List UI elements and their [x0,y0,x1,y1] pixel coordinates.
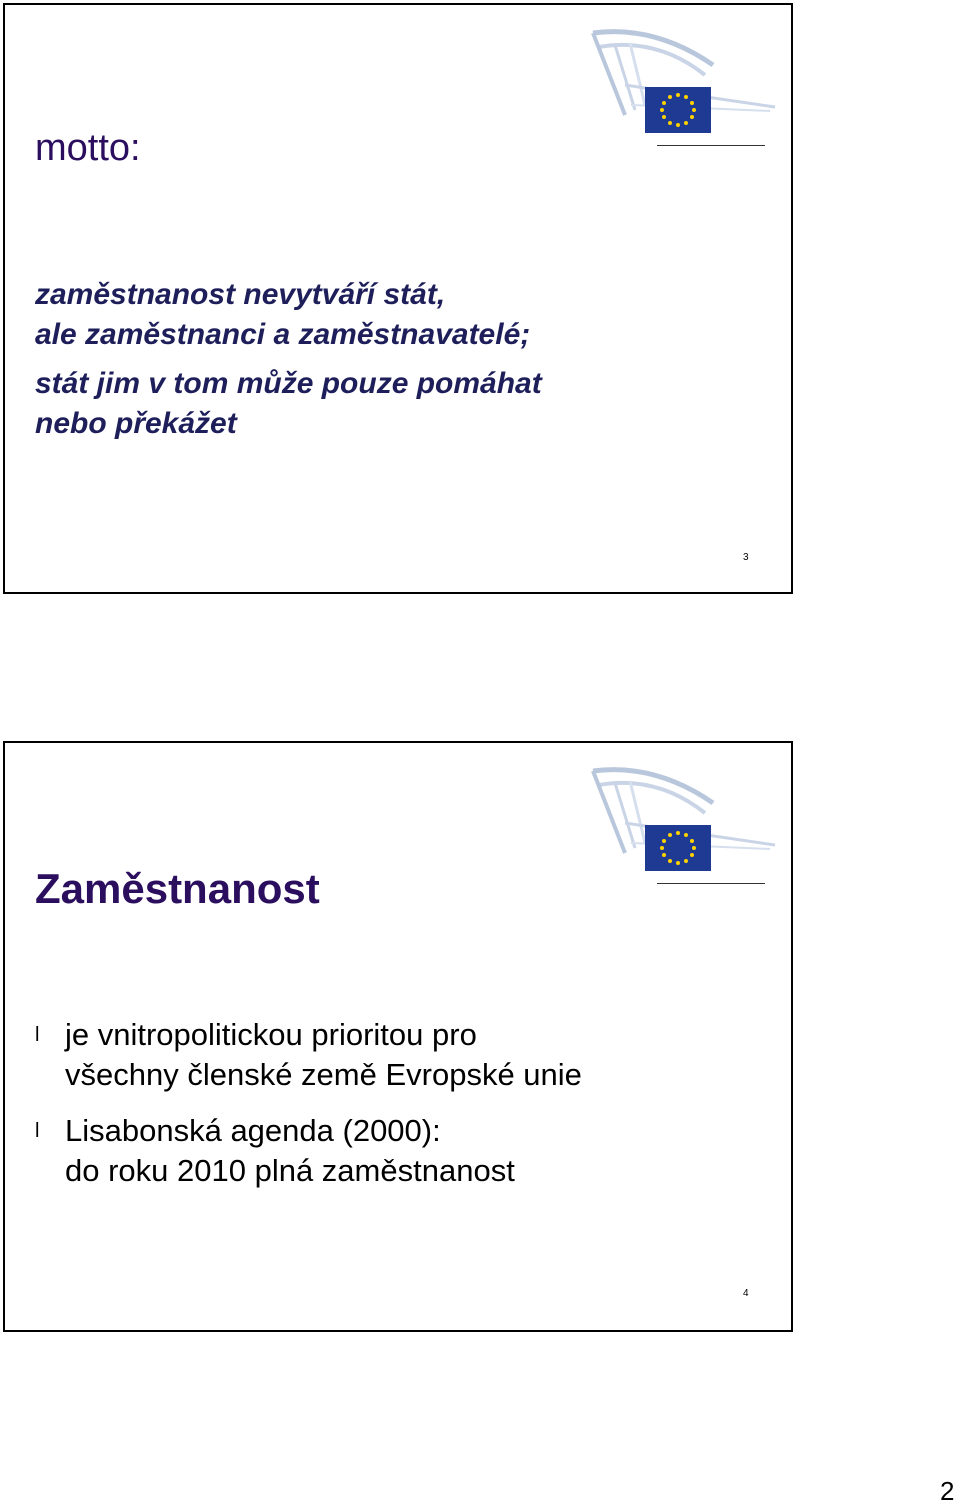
bullet-line: do roku 2010 plná zaměstnanost [65,1153,515,1188]
logo-divider [657,145,765,146]
motto-line: nebo překážet [35,407,237,440]
motto-text [35,275,542,444]
slide-title: Zaměstnanost [35,865,320,912]
bullet-marker: l [35,1024,40,1046]
bullet-line: Lisabonská agenda (2000): [65,1113,441,1148]
european-parliament-logo-icon [585,763,780,873]
bullet-list [35,1015,582,1191]
bullet-line: je vnitropolitickou prioritou pro [65,1017,477,1052]
motto-line: stát jim v tom může pouze pomáhat [35,367,542,400]
bullet-line: všechny členské země Evropské unie [65,1057,582,1092]
page-number: 2 [940,1476,955,1506]
motto-line: zaměstnanost nevytváří stát, [35,278,446,311]
slide-4 [3,741,793,1332]
slide-title: motto: [35,127,141,169]
european-parliament-logo-icon [585,25,780,135]
bullet-marker: l [35,1120,40,1142]
slide-3 [3,3,793,594]
motto-line: ale zaměstnanci a zaměstnavatelé; [35,318,531,351]
slide-number: 3 [743,552,749,563]
logo-divider [657,883,765,884]
bullet-item [35,1015,582,1095]
slide-number: 4 [743,1288,749,1299]
bullet-item [35,1111,582,1191]
